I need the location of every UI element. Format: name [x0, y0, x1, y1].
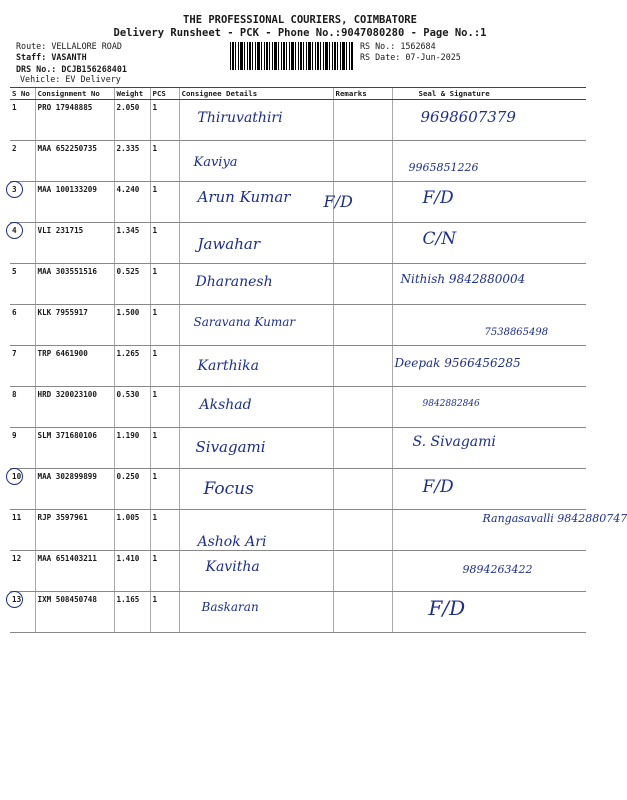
row-sno [10, 141, 35, 182]
row-pcs: 1 [150, 223, 179, 264]
row-seal-signature [392, 428, 586, 469]
row-remarks [333, 264, 392, 305]
sno-text: 9 [12, 431, 17, 440]
col-consignee: Consignee Details [179, 88, 333, 100]
row-pcs: 1 [150, 387, 179, 428]
row-consignee-details [179, 469, 333, 510]
row-sno [10, 182, 35, 223]
sno-text: 12 [12, 554, 22, 563]
table-row [10, 592, 586, 633]
row-remarks [333, 305, 392, 346]
sno-text: 1 [12, 103, 17, 112]
row-weight: 2.050 [114, 100, 150, 141]
row-sno [10, 387, 35, 428]
row-consignment-no: MAA 302899899 [35, 469, 114, 510]
handwritten-signature: Nithish 9842880004 [400, 272, 526, 286]
row-pcs: 1 [150, 551, 179, 592]
handwritten-signature: S. Sivagami [412, 434, 496, 450]
sno-text: 2 [12, 144, 17, 153]
row-weight: 0.250 [114, 469, 150, 510]
handwritten-consignee-name: Jawahar [197, 235, 261, 253]
row-seal-signature [392, 469, 586, 510]
row-seal-signature [392, 182, 586, 223]
col-remarks: Remarks [333, 88, 392, 100]
row-weight: 1.190 [114, 428, 150, 469]
row-pcs: 1 [150, 100, 179, 141]
row-sno [10, 510, 35, 551]
row-remarks [333, 469, 392, 510]
table-row [10, 223, 586, 264]
handwritten-consignee-name: Akshad [199, 397, 252, 413]
vehicle-value: EV Delivery [65, 74, 121, 84]
row-sno [10, 100, 35, 141]
handwritten-signature: 9894263422 [462, 563, 533, 576]
row-consignee-details [179, 551, 333, 592]
sno-text: 11 [12, 513, 22, 522]
table-row [10, 428, 586, 469]
table-row [10, 264, 586, 305]
row-weight: 4.240 [114, 182, 150, 223]
row-remarks [333, 141, 392, 182]
row-consignee-details [179, 592, 333, 633]
row-remarks [333, 592, 392, 633]
handwritten-signature: 9842882846 [422, 399, 480, 409]
row-remarks [333, 100, 392, 141]
sno-text: 4 [12, 226, 17, 235]
row-consignment-no: MAA 100133209 [35, 182, 114, 223]
row-weight: 1.410 [114, 551, 150, 592]
row-weight: 0.525 [114, 264, 150, 305]
row-remarks [333, 510, 392, 551]
row-weight: 2.335 [114, 141, 150, 182]
row-consignment-no: IXM 508450748 [35, 592, 114, 633]
table-row [10, 141, 586, 182]
rs-date-line [360, 52, 461, 63]
handwritten-consignee-name: Sivagami [195, 438, 266, 456]
row-pcs: 1 [150, 305, 179, 346]
handwritten-circle [6, 222, 23, 239]
handwritten-signature: C/N [422, 229, 457, 249]
staff-label: Staff: [16, 52, 47, 62]
row-sno [10, 469, 35, 510]
route-line [16, 41, 122, 52]
route-label: Route: [16, 41, 47, 51]
route-value: VELLALORE ROAD [51, 41, 122, 51]
row-consignee-details [179, 100, 333, 141]
sno-text: 8 [12, 390, 17, 399]
row-consignment-no: TRP 6461900 [35, 346, 114, 387]
col-sno: S No [10, 88, 35, 100]
row-consignment-no: MAA 651403211 [35, 551, 114, 592]
row-consignee-details [179, 182, 333, 223]
handwritten-consignee-name: Baskaran [201, 600, 259, 614]
table-row [10, 469, 586, 510]
row-consignment-no: MAA 652250735 [35, 141, 114, 182]
row-consignment-no: VLI 231715 [35, 223, 114, 264]
row-consignee-details [179, 346, 333, 387]
rs-no-value: 1562684 [400, 41, 436, 51]
row-seal-signature [392, 592, 586, 633]
handwritten-consignee-name: Ashok Ari [197, 534, 267, 550]
row-seal-signature [392, 510, 627, 551]
row-consignment-no: MAA 303551516 [35, 264, 114, 305]
row-seal-signature [392, 223, 586, 264]
row-seal-signature [392, 346, 586, 387]
row-consignee-details [179, 305, 333, 346]
row-seal-signature [392, 551, 586, 592]
handwritten-remark: F/D [323, 192, 353, 211]
handwritten-consignee-name: Saravana Kumar [193, 315, 296, 329]
col-signature: Seal & Signature [392, 88, 586, 100]
row-sno [10, 223, 35, 264]
vehicle-label: Vehicle: [20, 74, 61, 84]
row-pcs: 1 [150, 510, 179, 551]
table-row [10, 551, 586, 592]
table-row [10, 182, 586, 223]
row-sno [10, 592, 35, 633]
row-consignment-no: KLK 7955917 [35, 305, 114, 346]
row-weight: 1.165 [114, 592, 150, 633]
row-pcs: 1 [150, 141, 179, 182]
row-seal-signature [392, 305, 586, 346]
handwritten-consignee-name: Kavitha [205, 559, 260, 575]
row-consignee-details [179, 387, 333, 428]
row-sno [10, 428, 35, 469]
sno-text: 13 [12, 595, 22, 604]
handwritten-signature: F/D [428, 596, 466, 620]
row-weight: 0.530 [114, 387, 150, 428]
col-consignment: Consignment No [35, 88, 114, 100]
row-remarks [333, 223, 392, 264]
row-seal-signature [392, 264, 586, 305]
company-title: THE PROFESSIONAL COURIERS, COIMBATORE [183, 14, 417, 26]
runsheet-subtitle: Delivery Runsheet - PCK - Phone No.:9047080280 - Page No.:1 [113, 27, 487, 39]
handwritten-consignee-name: Thiruvathiri [197, 110, 283, 126]
row-pcs: 1 [150, 428, 179, 469]
row-pcs: 1 [150, 346, 179, 387]
staff-value: VASANTH [51, 52, 87, 62]
row-consignee-details [179, 223, 333, 264]
row-sno [10, 346, 35, 387]
handwritten-consignee-name: Karthika [197, 358, 259, 374]
rs-no-label: RS No.: [360, 41, 396, 51]
row-sno [10, 305, 35, 346]
row-sno [10, 264, 35, 305]
handwritten-circle [6, 591, 23, 608]
drs-barcode [230, 42, 354, 70]
table-header-row [10, 88, 586, 100]
sno-text: 10 [12, 472, 22, 481]
col-pcs: PCS [150, 88, 179, 100]
row-seal-signature [392, 141, 586, 182]
col-weight: Weight [114, 88, 150, 100]
row-pcs: 1 [150, 182, 179, 223]
row-consignee-details [179, 428, 333, 469]
table-row [10, 387, 586, 428]
row-weight: 1.005 [114, 510, 150, 551]
handwritten-signature: 9965851226 [408, 161, 479, 174]
handwritten-signature: Rangasavalli 9842880747 [482, 512, 627, 525]
row-remarks [333, 387, 392, 428]
row-pcs: 1 [150, 469, 179, 510]
handwritten-signature: Deepak 9566456285 [394, 356, 521, 370]
drs-label: DRS No.: [16, 64, 57, 74]
row-seal-signature [392, 387, 586, 428]
handwritten-circle [6, 181, 23, 198]
row-pcs: 1 [150, 264, 179, 305]
table-row [10, 305, 586, 346]
row-consignment-no: SLM 371680106 [35, 428, 114, 469]
sno-text: 5 [12, 267, 17, 276]
handwritten-signature: F/D [422, 188, 454, 208]
handwritten-consignee-name: Focus [203, 479, 254, 499]
row-remarks [333, 551, 392, 592]
row-remarks [323, 182, 392, 223]
row-weight: 1.500 [114, 305, 150, 346]
runsheet-table [10, 87, 627, 633]
sno-text: 7 [12, 349, 17, 358]
rs-date-label: RS Date: [360, 52, 401, 62]
handwritten-circle [6, 468, 23, 485]
row-sno [10, 551, 35, 592]
row-consignee-details [179, 510, 333, 551]
row-weight: 1.265 [114, 346, 150, 387]
sno-text: 6 [12, 308, 17, 317]
vehicle-line [20, 74, 121, 85]
row-consignment-no: PRO 17948885 [35, 100, 114, 141]
row-pcs: 1 [150, 592, 179, 633]
table-row [10, 346, 586, 387]
sno-text: 3 [12, 185, 17, 194]
drs-value: DCJB156268401 [61, 64, 127, 74]
row-remarks [333, 346, 392, 387]
handwritten-consignee-name: Arun Kumar [197, 188, 291, 206]
handwritten-consignee-name: Kaviya [193, 155, 238, 170]
rs-no-line [360, 41, 436, 52]
row-consignee-details [179, 264, 333, 305]
handwritten-signature: F/D [422, 477, 454, 497]
row-weight: 1.345 [114, 223, 150, 264]
handwritten-consignee-name: Dharanesh [195, 274, 273, 290]
handwritten-signature: 9698607379 [420, 108, 516, 126]
table-row [10, 510, 586, 551]
row-remarks [333, 428, 392, 469]
table-row [10, 100, 586, 141]
staff-line [16, 52, 87, 63]
row-seal-signature [392, 100, 586, 141]
handwritten-signature: 7538865498 [484, 327, 549, 338]
row-consignee-details [179, 141, 333, 182]
row-consignment-no: HRD 320023100 [35, 387, 114, 428]
rs-date-value: 07-Jun-2025 [405, 52, 461, 62]
row-consignment-no: RJP 3597961 [35, 510, 114, 551]
